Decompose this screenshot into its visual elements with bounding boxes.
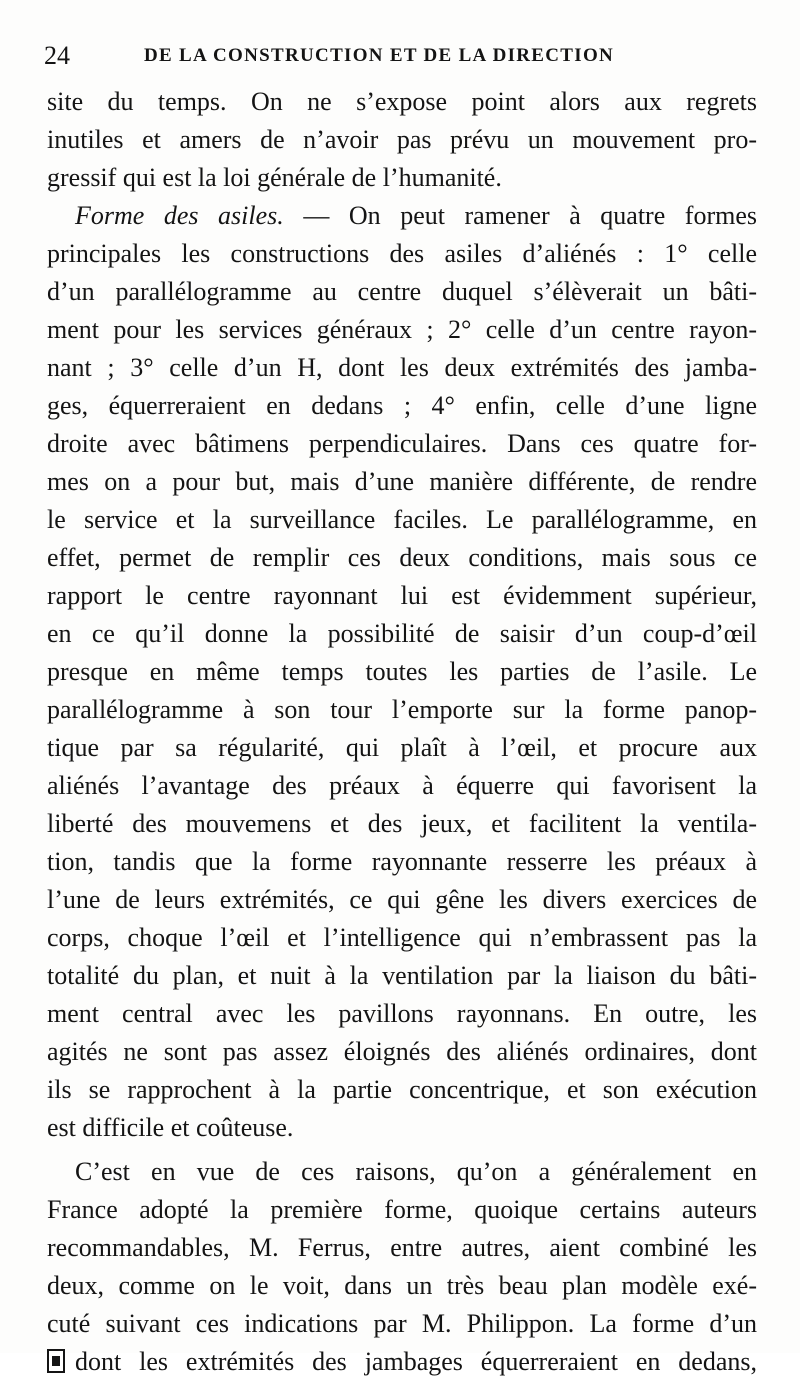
text-line: C’est en vue de ces raisons, qu’on a généralement en xyxy=(75,1157,757,1186)
text-line: ils se rapprochent à la partie concentrique, et son exécution xyxy=(47,1075,757,1104)
text-line: rapport le centre rayonnant lui est évidemment supérieur, xyxy=(47,581,757,610)
text-line: site du temps. On ne s’expose point alors aux regrets xyxy=(47,87,757,116)
running-head: DE LA CONSTRUCTION ET DE LA DIRECTION xyxy=(144,45,615,66)
text-line: totalité du plan, et nuit à la ventilation par la liaison du bâti- xyxy=(47,961,757,990)
section-heading: Forme des asiles. xyxy=(75,201,284,230)
text-line: agités ne sont pas assez éloignés des aliénés ordinaires, dont xyxy=(47,1037,757,1066)
text-line: ment central avec les pavillons rayonnans. En outre, les xyxy=(47,999,757,1028)
text-line: est difficile et coûteuse. xyxy=(47,1113,294,1142)
text-line: corps, choque l’œil et l’intelligence qui n’embrassent pas la xyxy=(47,923,757,952)
text-line: liberté des mouvemens et des jeux, et facilitent la ventila- xyxy=(47,809,757,838)
text-line: ment pour les services généraux ; 2° celle d’un centre rayon- xyxy=(47,315,757,344)
text-line: tion, tandis que la forme rayonnante resserre les préaux à xyxy=(47,847,757,876)
text-line: mes on a pour but, mais d’une manière différente, de rendre xyxy=(47,467,757,496)
page-header xyxy=(44,38,764,74)
text-line: ges, équerreraient en dedans ; 4° enfin, celle d’une ligne xyxy=(47,391,757,420)
text-line: principales les constructions des asiles d’aliénés : 1° celle xyxy=(47,239,757,268)
text-line: en ce qu’il donne la possibilité de saisir d’un coup-d’œil xyxy=(47,619,757,648)
text-span: — On peut ramener à quatre formes xyxy=(283,201,758,230)
text-line: l’une de leurs extrémités, ce qui gêne les divers exercices de xyxy=(47,885,757,914)
text-line: parallélogramme à son tour l’emporte sur la forme panop- xyxy=(47,695,757,724)
body-text xyxy=(47,83,757,1381)
text-line: effet, permet de remplir ces deux conditions, mais sous ce xyxy=(47,543,757,572)
text-line: aliénés l’avantage des préaux à équerre qui favorisent la xyxy=(47,771,757,800)
text-line: nant ; 3° celle d’un H, dont les deux extrémités des jamba- xyxy=(47,353,757,382)
text-line: gressif qui est la loi générale de l’humanité. xyxy=(47,163,502,192)
text-line: France adopté la première forme, quoique certains auteurs xyxy=(47,1195,757,1224)
text-line xyxy=(47,1343,757,1381)
page-number: 24 xyxy=(44,41,70,70)
text-line: le service et la surveillance faciles. Le parallélogramme, en xyxy=(47,505,757,534)
text-line: tique par sa régularité, qui plaît à l’œil, et procure aux xyxy=(47,733,757,762)
text-line: cuté suivant ces indications par M. Philippon. La forme d’un xyxy=(47,1309,757,1338)
text-line: d’un parallélogramme au centre duquel s’élèverait un bâti- xyxy=(47,277,757,306)
text-line: deux, comme on le voit, dans un très beau plan modèle exé- xyxy=(47,1271,757,1300)
text-line: presque en même temps toutes les parties de l’asile. Le xyxy=(47,657,757,686)
text-line xyxy=(47,197,757,235)
text-line: inutiles et amers de n’avoir pas prévu un mouvement pro- xyxy=(47,125,757,154)
text-line: recommandables, M. Ferrus, entre autres, aient combiné les xyxy=(47,1233,757,1262)
text-span: dont les extrémités des jambages équerreraient en dedans, xyxy=(75,1347,757,1376)
text-line: droite avec bâtimens perpendiculaires. Dans ces quatre for- xyxy=(47,429,757,458)
